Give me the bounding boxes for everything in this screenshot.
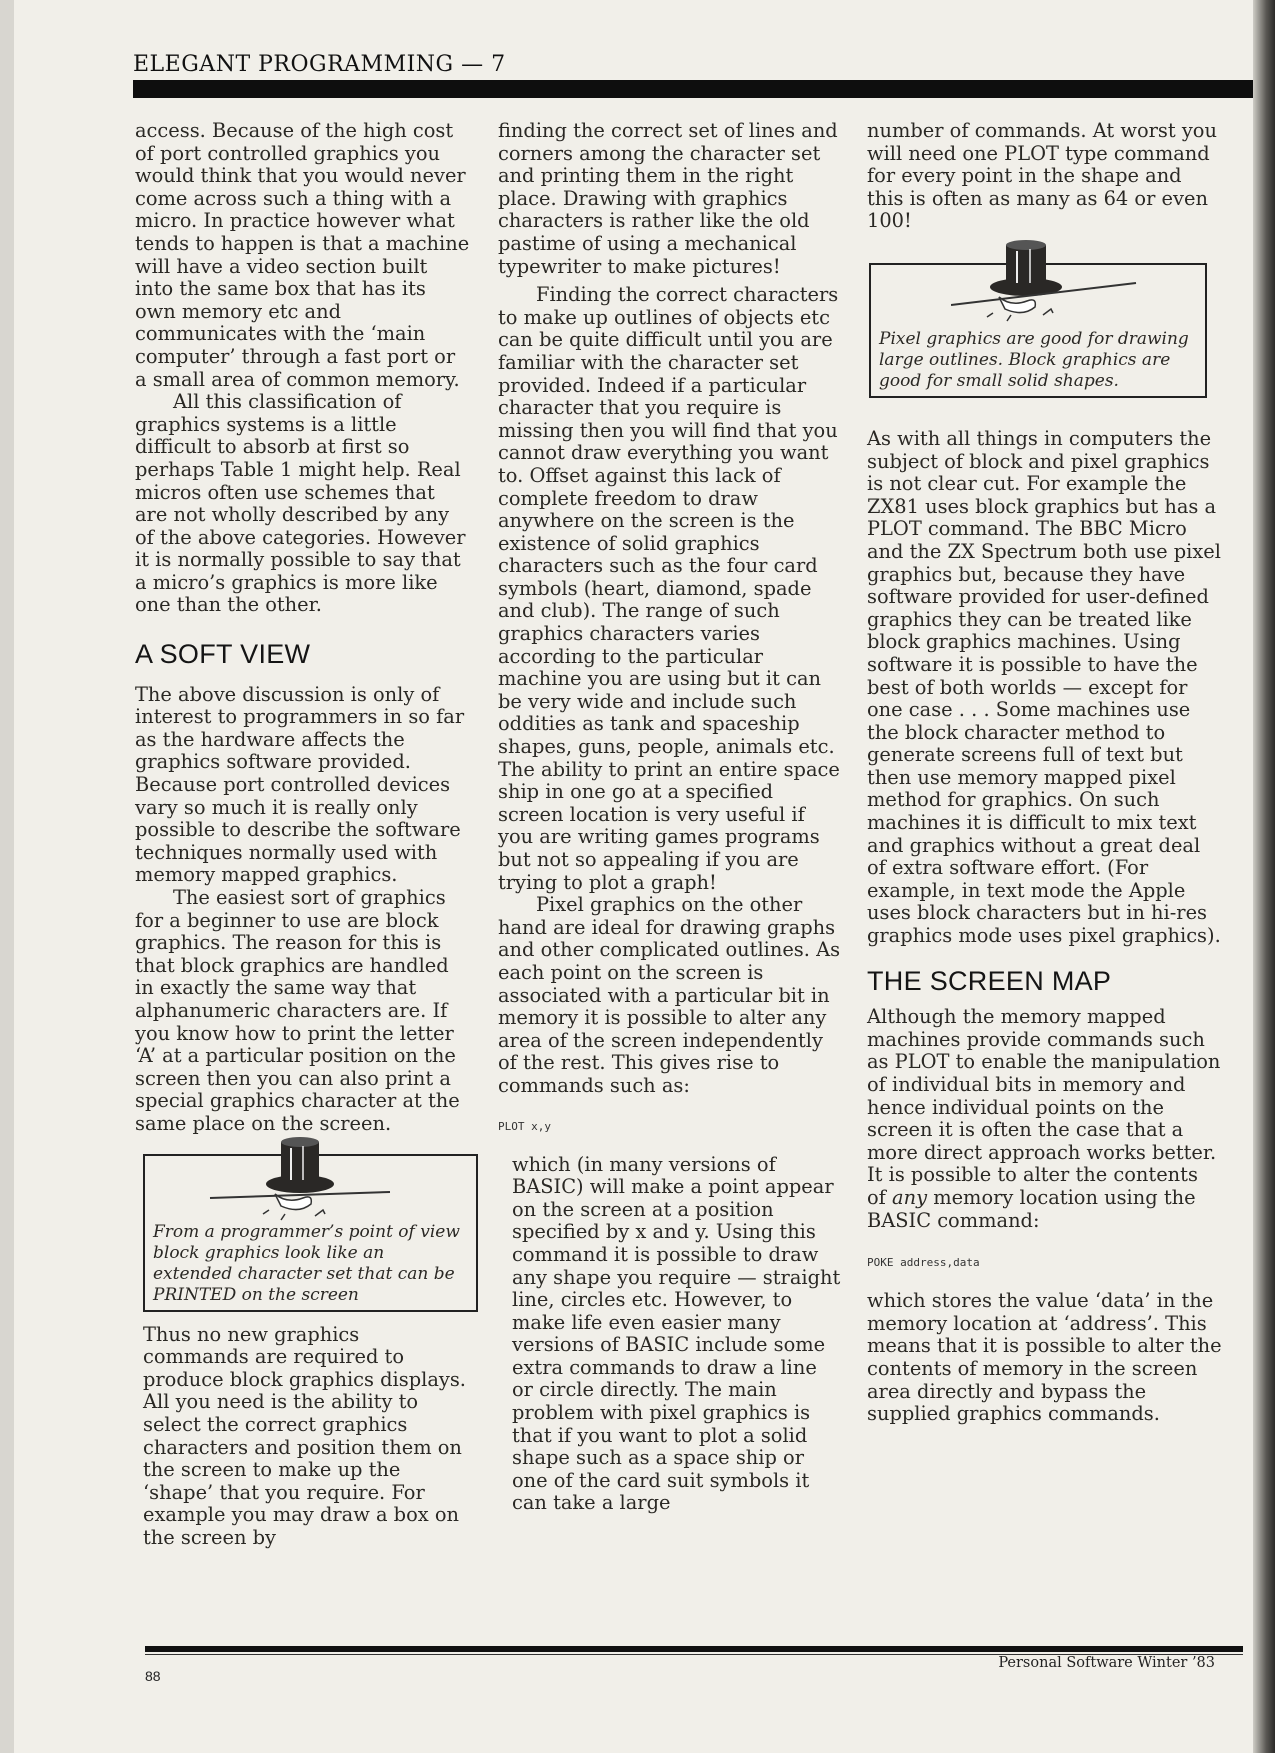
page-number: 88	[145, 1668, 161, 1684]
magazine-issue: Personal Software Winter ’83	[998, 1655, 1215, 1671]
paragraph: which stores the value ‘data’ in the memory location at ‘address’. This means that it is possible to alter the contents of memory in the screen area directly and bypass the supplied graphics commands.	[867, 1289, 1222, 1426]
paragraph: finding the correct set of lines and corners among the character set and printing them in the right place. Drawing with graphics characters is rather like the old pastime of using a mechanical typewriter to make pictures!	[498, 119, 838, 278]
top-hat-wand-icon	[205, 1134, 395, 1224]
binding-shadow	[1253, 0, 1275, 1753]
footer-rule	[145, 1646, 1243, 1652]
section-heading-screen-map: THE SCREEN MAP	[867, 965, 1112, 996]
column-1	[135, 120, 470, 1549]
top-hat-wand-icon	[951, 235, 1141, 325]
text-run: memory location using the BASIC command:	[867, 1185, 1196, 1232]
emphasis: any	[892, 1185, 928, 1209]
code-plot: PLOT x,y	[498, 1119, 551, 1133]
callout-box-block-graphics	[143, 1154, 478, 1312]
callout-caption: Pixel graphics are good for drawing large outlines. Block graphics are good for small solid shapes.	[879, 328, 1189, 391]
section-heading-soft-view: A SOFT VIEW	[135, 639, 311, 670]
code-poke: POKE address,data	[867, 1256, 980, 1270]
column-3	[867, 120, 1222, 1426]
text-run: Although the memory mapped machines provide commands such as PLOT to enable the manipulation of individual bits in memory and hence individual points on the screen it is often the case that a more direct approach works better. It is possible to alter the contents of	[867, 1005, 1221, 1209]
paragraph: Finding the correct characters to make up outlines of objects etc can be quite difficult until you are familiar with the character set provided. Indeed if a particular character that you require is missing then you will find that you cannot draw everything you want to. Offset against this lack of complete freedom to draw anywhere on the screen is the existence of solid graphics characters such as the four card symbols (heart, diamond, spade and club). The range of such graphics characters varies according to the particular machine you are using but it can be very wide and include such oddities as tank and spaceship shapes, guns, people, animals etc. The ability to print an entire space ship in one go at a specified screen location is very useful if you are writing games programs but not so appealing if you are trying to plot a graph!	[498, 283, 840, 894]
paragraph: The easiest sort of graphics for a beginner to use are block graphics. The reason for this is that block graphics are handled in exactly the same way that alphanumeric characters are. If you know how to print the letter ‘A’ at a particular position on the screen then you can also print a special graphics character at the same place on the screen.	[135, 886, 460, 1135]
paragraph: All this classification of graphics systems is a little difficult to absorb at first so perhaps Table 1 might help. Real micros often use schemes that are not wholly described by any of the above categories. However it is normally possible to say that a micro’s graphics is more like one than the other.	[135, 390, 466, 617]
paragraph: number of commands. At worst you will need one PLOT type command for every point in the shape and this is often as many as 64 or even 100!	[867, 119, 1217, 233]
column-2	[498, 120, 843, 1515]
paragraph	[867, 1006, 1222, 1232]
header-rule	[133, 80, 1253, 98]
callout-box-pixel-graphics	[869, 263, 1207, 398]
running-header: ELEGANT PROGRAMMING — 7	[133, 52, 506, 77]
paragraph: As with all things in computers the subject of block and pixel graphics is not clear cut. For example the ZX81 uses block graphics but has a PLOT command. The BBC Micro and the ZX Spectrum both use pixel graphics but, because they have software provided for user-defined graphics they can be treated like block graphics machines. Using software it is possible to have the best of both worlds — except for one case . . . Some machines use the block character method to generate screens full of text but then use memory mapped pixel method for graphics. On such machines it is difficult to mix text and graphics without a great deal of extra software effort. (For example, in text mode the Apple uses block characters but in hi-res graphics mode uses pixel graphics).	[867, 426, 1221, 948]
paragraph: access. Because of the high cost of port controlled graphics you would think that you would never come across such a thing with a micro. In practice however what tends to happen is that a machine will have a video section built into the same box that has its own memory etc and communicates with the ‘main computer’ through a fast port or a small area of common memory.	[135, 119, 470, 391]
paragraph: Thus no new graphics commands are required to produce block graphics displays. All you need is the ability to select the correct graphics characters and position them on the screen to make up the ‘shape’ that you require. For example you may draw a box on the screen by	[143, 1322, 466, 1549]
paragraph: which (in many versions of BASIC) will make a point appear on the screen at a position specified by x and y. Using this command it is possible to draw any shape you require — straight line, circles etc. However, to make life even easier many versions of BASIC include some extra commands to draw a line or circle directly. The main problem with pixel graphics is that if you want to plot a solid shape such as a space ship or one of the card suit symbols it can take a large	[512, 1152, 841, 1515]
page-edge	[0, 0, 14, 1753]
paragraph: Pixel graphics on the other hand are ideal for drawing graphs and other complicated outlines. As each point on the screen is associated with a particular bit in memory it is possible to alter any area of the screen independently of the rest. This gives rise to commands such as:	[498, 893, 841, 1097]
callout-caption: From a programmer’s point of view block graphics look like an extended character set that can be PRINTED on the screen	[153, 1221, 460, 1305]
paragraph: The above discussion is only of interest to programmers in so far as the hardware affects the graphics software provided. Because port controlled devices vary so much it is really only possible to describe the software techniques normally used with memory mapped graphics.	[135, 682, 465, 887]
